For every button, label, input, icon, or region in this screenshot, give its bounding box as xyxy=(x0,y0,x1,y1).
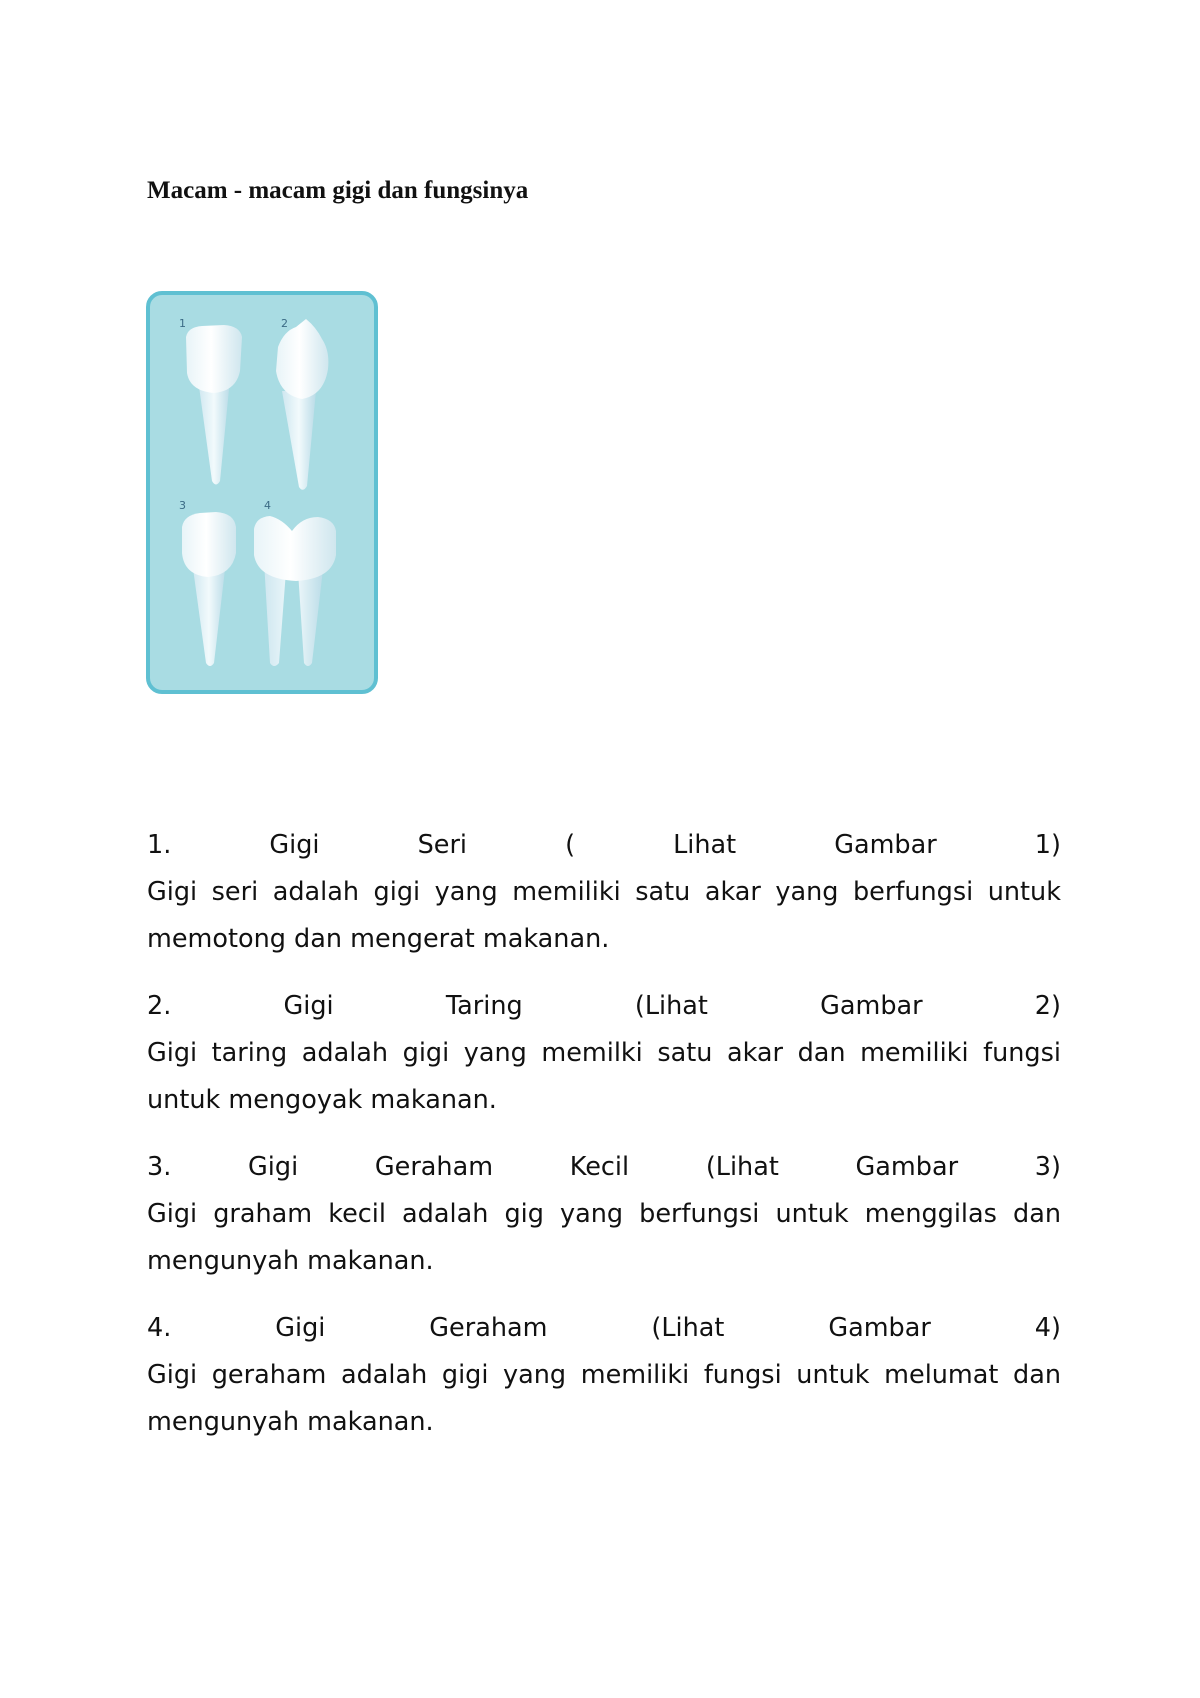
heading-word: Gigi xyxy=(248,1152,299,1182)
heading-word: Geraham xyxy=(374,1152,494,1182)
figure-label-2: 2 xyxy=(281,317,288,330)
item-description: Gigi graham kecil adalah gig yang berfungsi untuk menggilas dan mengunyah makanan. xyxy=(147,1199,1061,1276)
figure-frame xyxy=(148,293,376,692)
heading-word: 2) xyxy=(1034,991,1061,1021)
heading-word: Gigi xyxy=(275,1313,326,1343)
heading-word: Geraham xyxy=(429,1313,548,1343)
heading-word: Seri xyxy=(417,830,468,860)
heading-word: Gambar xyxy=(820,991,923,1021)
heading-word: Lihat xyxy=(673,830,737,860)
heading-word: 3) xyxy=(1034,1152,1061,1182)
heading-word: Taring xyxy=(445,991,523,1021)
heading-word: Gigi xyxy=(283,991,334,1021)
list-item xyxy=(147,983,1061,1124)
item-description: Gigi seri adalah gigi yang memiliki satu akar yang berfungsi untuk memotong dan mengerat makanan. xyxy=(147,877,1061,954)
heading-word: (Lihat xyxy=(705,1152,779,1182)
heading-word: ( xyxy=(565,830,576,860)
heading-word: Gambar xyxy=(855,1152,959,1182)
item-description: Gigi taring adalah gigi yang memilki satu akar dan memiliki fungsi untuk mengoyak makanan. xyxy=(147,1038,1061,1115)
list-item xyxy=(147,1305,1061,1446)
heading-word: Gambar xyxy=(828,1313,931,1343)
document-title: Macam - macam gigi dan fungsinya xyxy=(147,177,529,204)
heading-word: 1. xyxy=(147,830,172,860)
figure-label-1: 1 xyxy=(179,317,186,330)
heading-word: (Lihat xyxy=(651,1313,725,1343)
teeth-figure xyxy=(146,291,378,694)
teeth-illustration xyxy=(146,291,378,694)
heading-word: 4. xyxy=(147,1313,172,1343)
item-heading xyxy=(147,983,1061,1030)
list-item xyxy=(147,1144,1061,1285)
heading-word: 4) xyxy=(1034,1313,1061,1343)
list-item xyxy=(147,822,1061,963)
heading-word: Gambar xyxy=(834,830,937,860)
item-heading xyxy=(147,822,1061,869)
item-description: Gigi geraham adalah gigi yang memiliki fungsi untuk melumat dan mengunyah makanan. xyxy=(147,1360,1061,1437)
tooth-types-list xyxy=(147,822,1061,1466)
item-heading xyxy=(147,1144,1061,1191)
figure-label-3: 3 xyxy=(179,499,186,512)
heading-word: (Lihat xyxy=(634,991,708,1021)
heading-word: 2. xyxy=(147,991,172,1021)
heading-word: 3. xyxy=(147,1152,172,1182)
heading-word: Kecil xyxy=(569,1152,630,1182)
item-heading xyxy=(147,1305,1061,1352)
figure-label-4: 4 xyxy=(264,499,271,512)
heading-word: 1) xyxy=(1034,830,1061,860)
heading-word: Gigi xyxy=(269,830,320,860)
